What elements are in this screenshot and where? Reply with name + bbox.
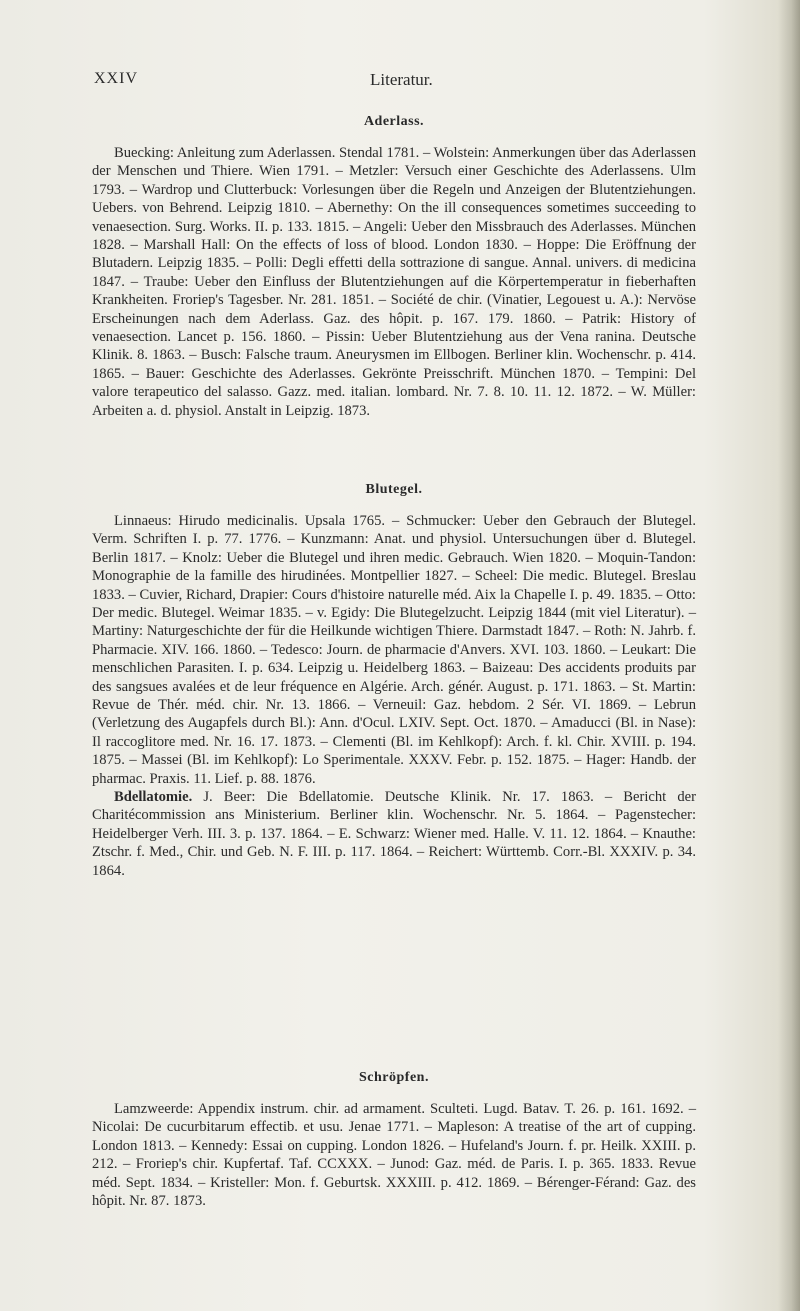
section-title: Blutegel. <box>365 482 423 497</box>
running-title: Literatur. <box>370 70 433 89</box>
section-bdellatomie <box>92 788 696 880</box>
section-blutegel <box>92 482 696 788</box>
section-aderlass <box>92 114 696 420</box>
section-title: Schröpfen. <box>359 1070 429 1085</box>
section-paragraph <box>92 788 696 880</box>
section-title: Aderlass. <box>363 114 425 129</box>
page-edge-shadow <box>778 0 800 1311</box>
page-header <box>94 70 694 92</box>
page-number: XXIV <box>94 70 138 87</box>
section-body: J. Beer: Die Bdellatomie. Deutsche Klinik. Nr. 17. 1863. – Bericht der Charitécommission ans Ministerium. Berliner klin. Wochenschr. Nr. 5. 1864. – Pagenstecher: Heidelberger Verh. III. 3. p. 137. 1864. – E. Schwarz: Wiener med. Halle. V. 11. 12. 1864. – Knauthe: Ztschr. f. Med., Chir. und Geb. N. F. III. p. 117. 1864. – Reichert: Württemb. Corr.-Bl. XXXIV. p. 34. 1864. <box>92 789 696 879</box>
run-in-heading: Bdellatomie. <box>114 789 193 805</box>
section-schroepfen <box>92 1070 696 1210</box>
section-body: Linnaeus: Hirudo medicinalis. Upsala 1765. – Schmucker: Ueber den Gebrauch der Blutegel. Verm. Schriften I. p. 77. 1776. – Kunzmann: Anat. und physiol. Untersuchungen über d. Blutegel. Berlin 1817. – Knolz: Ueber die Blutegel und ihren medic. Gebrauch. Wien 1820. – Moquin-Tandon: Monographie de la famille des hirudinées. Montpellier 1827. – Scheel: Die medic. Blutegel. Breslau 1833. – Cuvier, Richard, Drapier: Cours d'histoire naturelle méd. Aix la Chapelle I. p. 49. 1835. – Otto: Der medic. Blutegel. Weimar 1835. – v. Egidy: Die Blutegelzucht. Leipzig 1844 (mit viel Literatur). – Martiny: Naturgeschichte der für die Heilkunde wichtigen Thiere. Darmstadt 1847. – Roth: N. Jahrb. f. Pharmacie. XIV. 166. 1860. – Tedesco: Journ. de pharmacie d'Anvers. XVI. 103. 1860. – Leukart: Die menschlichen Parasiten. I. p. 634. Leipzig u. Heidelberg 1863. – Baizeau: Des accidents produits par des sangsues avalées et de leur fréquence en Algérie. Arch. génér. August. p. 171. 1863. – St. Martin: Revue de Thér. méd. chir. Nr. 13. 1866. – Verneuil: Gaz. hebdom. 2 Sér. VI. 1869. – Lebrun (Verletzung des Augapfels durch Bl.): Ann. d'Ocul. LXIV. Sept. Oct. 1870. – Amaducci (Bl. in Nase): Il raccoglitore med. Nr. 16. 17. 1873. – Clementi (Bl. im Kehlkopf): Arch. f. kl. Chir. XVIII. p. 194. 1875. – Massei (Bl. im Kehlkopf): Lo Sperimentale. XXXV. Febr. p. 152. 1875. – Hager: Handb. der pharmac. Praxis. 11. Lief. p. 88. 1876. <box>92 513 696 787</box>
section-body: Buecking: Anleitung zum Aderlassen. Stendal 1781. – Wolstein: Anmerkungen über das Aderlassen der Menschen und Thiere. Wien 1791. – Metzler: Versuch einer Geschichte des Aderlassens. Ulm 1793. – Wardrop und Clutterbuck: Vorlesungen über die Regeln und Anzeigen der Blutentziehungen. Uebers. von Behrend. Leipzig 1810. – Abernethy: On the ill consequences sometimes succeeding to venaesection. Surg. Works. II. p. 133. 1815. – Angeli: Ueber den Missbrauch des Aderlasses. München 1828. – Marshall Hall: On the effects of loss of blood. London 1830. – Hoppe: Die Eröffnung der Blutadern. Leipzig 1835. – Polli: Degli effetti della sottrazione di sangue. Annal. univers. di medicina 1847. – Traube: Ueber den Einfluss der Blutentziehungen auf die Körpertemperatur in fieberhaften Krankheiten. Froriep's Tagesber. Nr. 281. 1851. – Société de chir. (Vinatier, Legouest u. A.): Nervöse Erscheinungen nach dem Aderlass. Gaz. des hôpit. p. 167. 179. 1860. – Patrik: History of venaesection. Lancet p. 156. 1860. – Pissin: Ueber Blutentziehung aus der Vena ranina. Deutsche Klinik. 8. 1863. – Busch: Falsche traum. Aneurysmen im Ellbogen. Berliner klin. Wochenschr. p. 414. 1865. – Bauer: Geschichte des Aderlasses. Gekrönte Preisschrift. München 1870. – Tempini: Del valore terapeutico del salasso. Gazz. med. italian. lombard. Nr. 7. 8. 10. 11. 12. 1872. – W. Müller: Arbeiten a. d. physiol. Anstalt in Leipzig. 1873. <box>92 145 696 419</box>
section-body: Lamzweerde: Appendix instrum. chir. ad armament. Sculteti. Lugd. Batav. T. 26. p. 161. 1692. – Nicolai: De cucurbitarum effectib. et usu. Jenae 1771. – Mapleson: A treatise of the art of cupping. London 1813. – Kennedy: Essai on cupping. London 1826. – Hufeland's Journ. f. pr. Heilk. XXIII. p. 212. – Froriep's chir. Kupfertaf. Taf. CCXXX. – Junod: Gaz. méd. de Paris. I. p. 365. 1833. Revue méd. Sept. 1834. – Kristeller: Mon. f. Geburtsk. XXXIII. p. 412. 1869. – Bérenger-Férand: Gaz. des hôpit. Nr. 87. 1873. <box>92 1101 696 1210</box>
